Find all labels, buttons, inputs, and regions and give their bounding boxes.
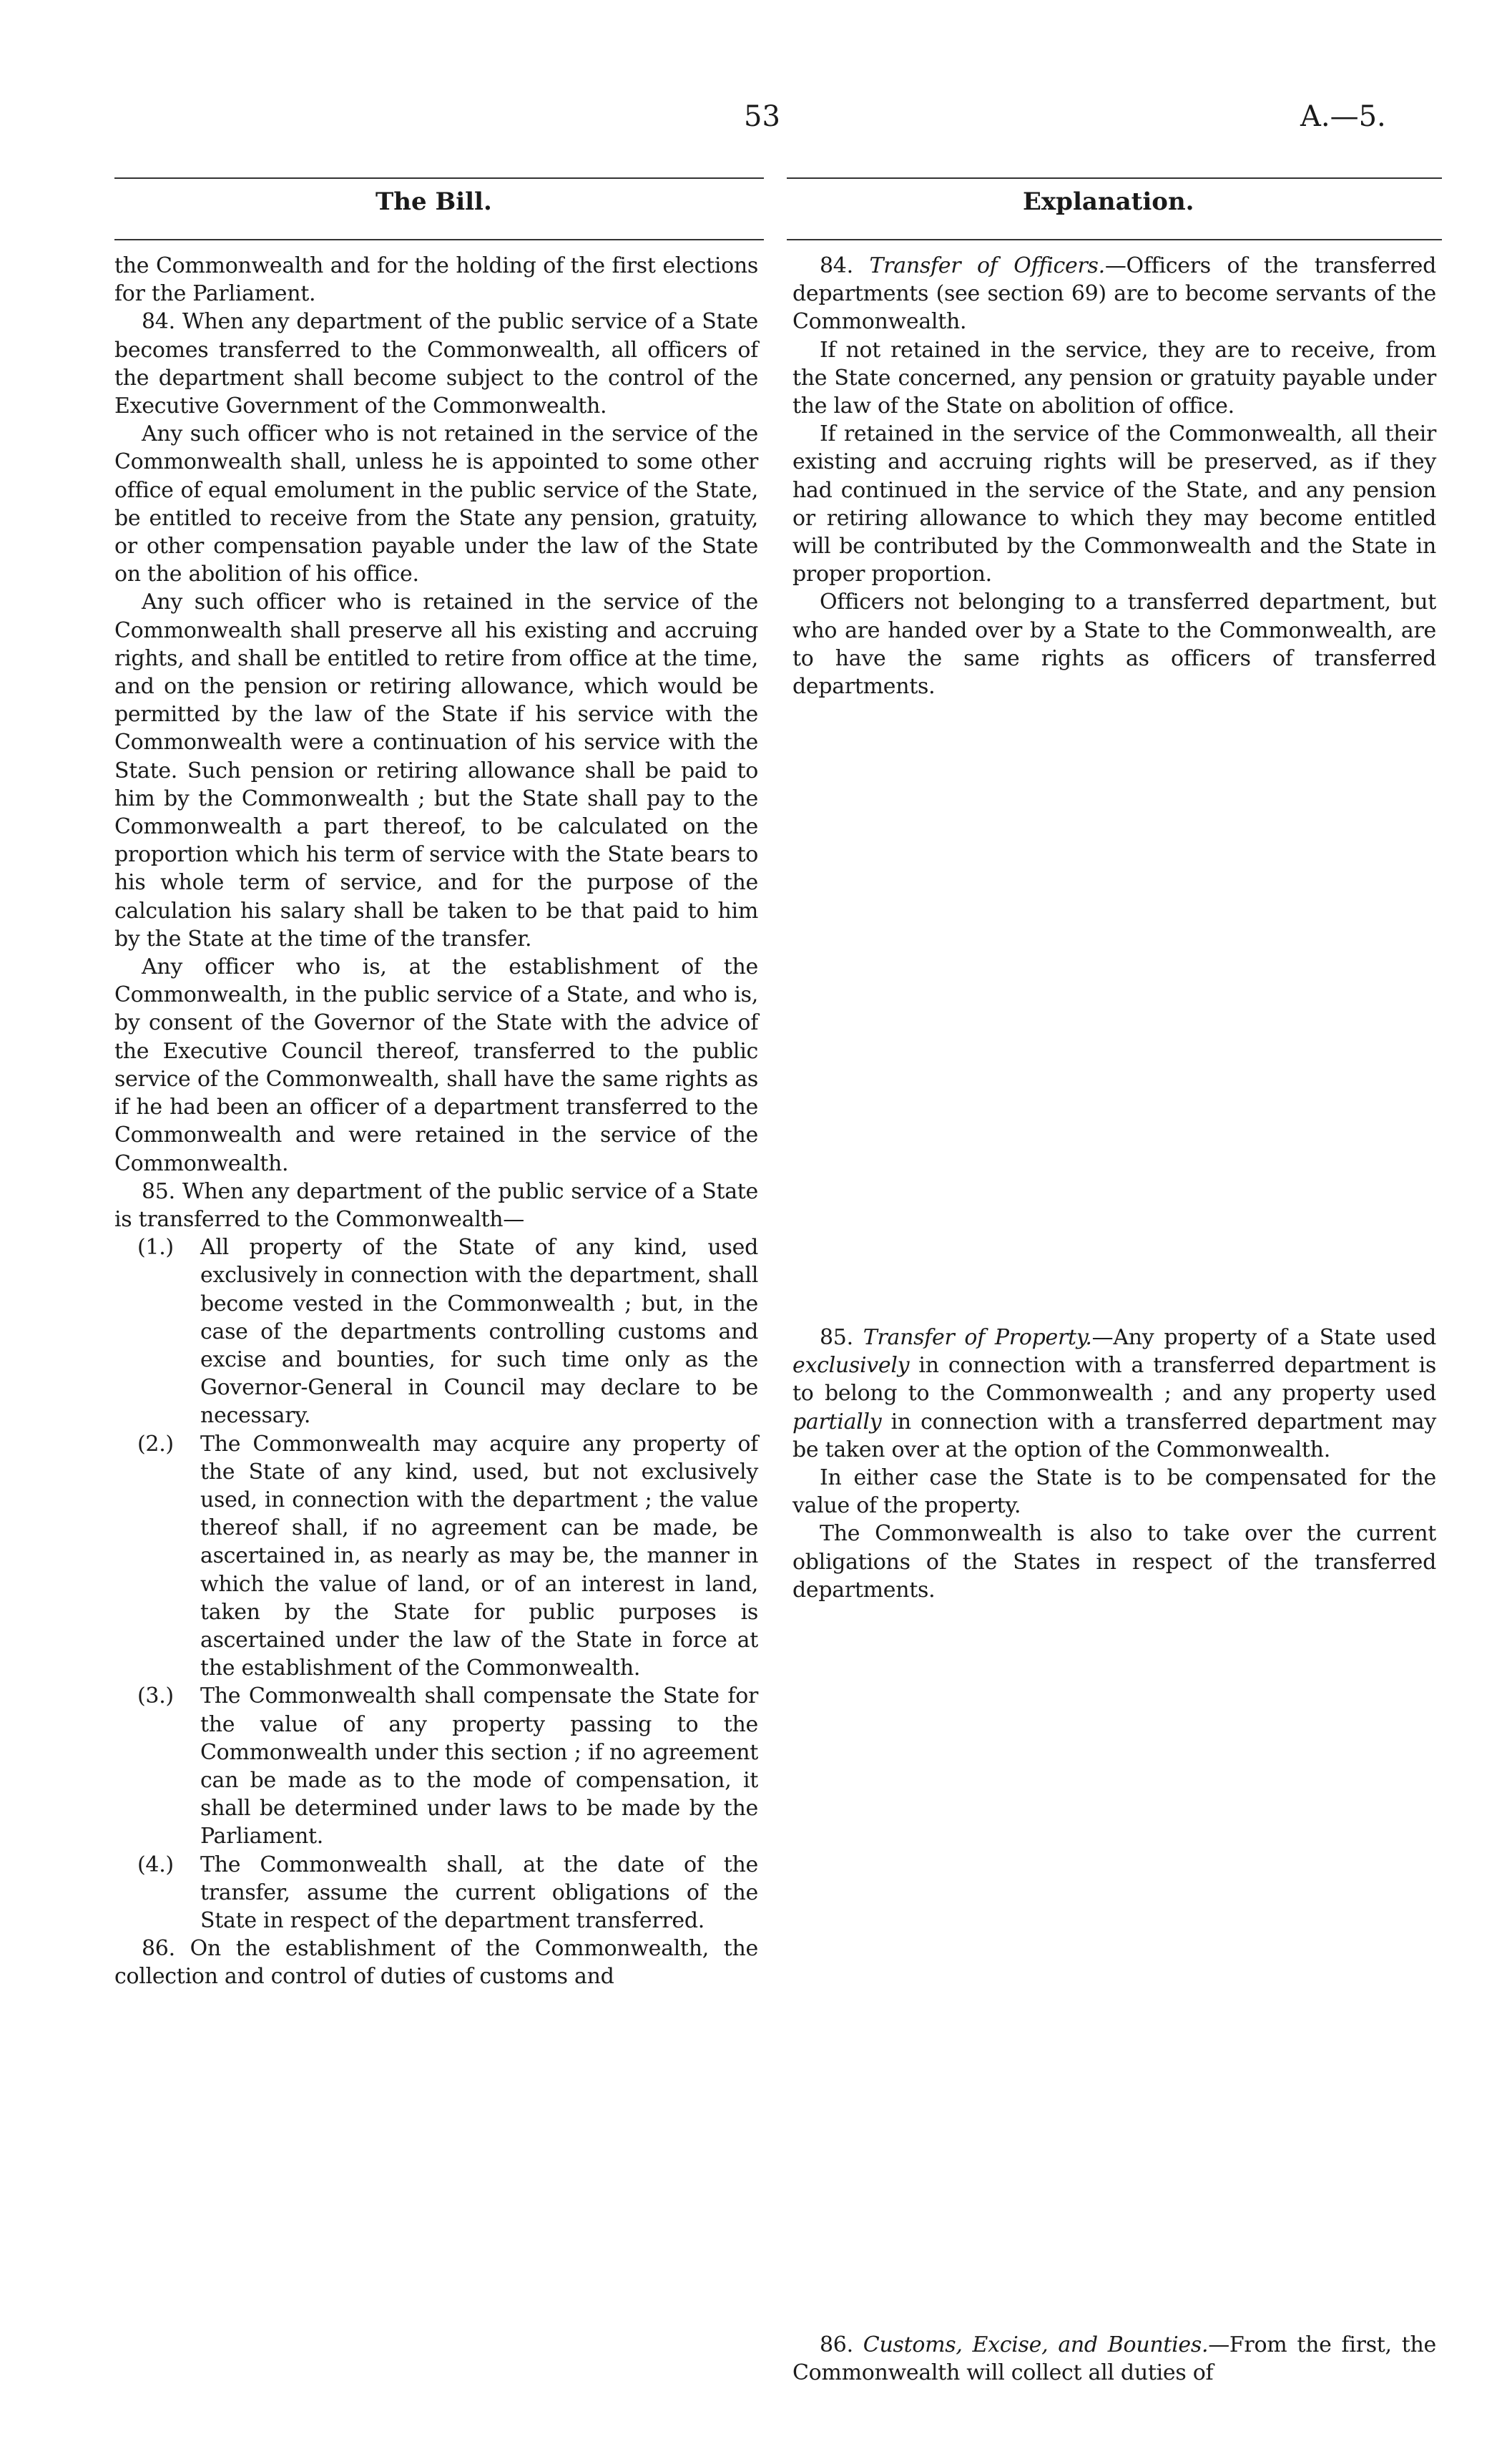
top-rule-right bbox=[787, 177, 1442, 179]
explanation-text: in connection with a transferred department is to belong to the Commonwealth ; and any property used bbox=[792, 1353, 1436, 1407]
explanation-text: —Any property of a State used bbox=[1091, 1325, 1436, 1350]
subsection-number: (3.) bbox=[137, 1683, 174, 1709]
subsection-number: (2.) bbox=[137, 1431, 174, 1457]
explanation-emphasis: partially bbox=[792, 1409, 882, 1434]
top-rule-left bbox=[114, 177, 764, 179]
explanation-85-para-2: In either case the State is to be compensated for the value of the property. bbox=[792, 1465, 1436, 1519]
explanation-text: —Officers of the transferred departments (see section 69) are to become servants of the Commonwealth. bbox=[792, 253, 1436, 335]
explanation-84 bbox=[792, 252, 1436, 700]
subsection-text: All property of the State of any kind, used exclusively in connection with the department, shall become vested in the Commonwealth ; but, in the case of the departments controlling customs and excise and bounties, for such time only as the Governor-General in Council may declare to be necessary. bbox=[200, 1235, 758, 1429]
subsection-text: The Commonwealth shall compensate the State for the value of any property passing to the Commonwealth under this section ; if no agreement can be made as to the mode of compensation, it shall be determined under laws to be made by the Parliament. bbox=[200, 1683, 758, 1849]
explanation-86 bbox=[792, 2331, 1436, 2387]
explanation-85 bbox=[792, 1324, 1436, 1604]
explanation-column-heading: Explanation. bbox=[1023, 187, 1194, 216]
explanation-84-para-4: Officers not belonging to a transferred department, but who are handed over by a State to the Commonwealth, are to have the same rights as officers of transferred departments. bbox=[792, 590, 1436, 700]
bill-column-heading: The Bill. bbox=[375, 187, 492, 216]
section-86-intro: 86. On the establishment of the Commonwealth, the collection and control of duties of customs and bbox=[114, 1936, 758, 1990]
section-84-para-3: Any such officer who is retained in the service of the Commonwealth shall preserve all his existing and accruing rights, and shall be entitled to retire from office at the time, and on the pension or retiring allowance, which would be permitted by the law of the State if his service with the Commonwealth were a continuation of his service with the State. Such pension or retiring allowance shall be paid to him by the Commonwealth ; but the State shall pay to the Commonwealth a part thereof, to be calculated on the proportion which his term of service with the State bears to his whole term of service, and for the purpose of the calculation his salary shall be taken to be that paid to him by the State at the time of the transfer. bbox=[114, 590, 758, 952]
section-84-para-1: 84. When any department of the public service of a State becomes transferred to the Commonwealth, all officers of the department shall become subject to the control of the Executive Government of the Commonwealth. bbox=[114, 309, 758, 419]
page-number: 53 bbox=[744, 100, 780, 133]
explanation-number: 86. bbox=[820, 2332, 853, 2357]
section-84-para-4: Any officer who is, at the establishment of the Commonwealth, in the public service of a State, and who is, by consent of the Governor of the State with the advice of the Executive Council thereof, transferred to the public service of the Commonwealth, shall have the same rights as if he had been an officer of a department transferred to the Commonwealth and were retained in the service of the Commonwealth. bbox=[114, 954, 758, 1176]
explanation-84-para-3: If retained in the service of the Commonwealth, all their existing and accruing rights will be preserved, as if they had continued in the service of the State, and any pension or retiring allowance to which they may become entitled will be contributed by the Commonwealth and the State in proper proportion. bbox=[792, 421, 1436, 587]
subsection-number: (1.) bbox=[137, 1235, 174, 1261]
explanation-text: —From the first, the Commonwealth will collect all duties of bbox=[792, 2332, 1436, 2386]
subsection-2 bbox=[114, 1430, 758, 1683]
bill-paragraph: the Commonwealth and for the holding of the first elections for the Parliament. bbox=[114, 253, 758, 307]
page-code: A.—5. bbox=[1300, 100, 1386, 133]
subsection-text: The Commonwealth shall, at the date of the transfer, assume the current obligations of the State in respect of the department transferred. bbox=[200, 1852, 758, 1933]
section-84-para-2: Any such officer who is not retained in the service of the Commonwealth shall, unless he is appointed to some other office of equal emolument in the public service of the State, be entitled to receive from the State any pension, gratuity, or other compensation payable under the law of the State on the abolition of his office. bbox=[114, 421, 758, 587]
bill-column bbox=[114, 252, 758, 1991]
explanation-86-para-1 bbox=[792, 2331, 1436, 2387]
heading-rule-left bbox=[114, 239, 764, 240]
explanation-84-para-2: If not retained in the service, they are to receive, from the State concerned, any pension or gratuity payable under the law of the State on abolition of office. bbox=[792, 337, 1436, 419]
subsection-1 bbox=[114, 1233, 758, 1429]
subsection-number: (4.) bbox=[137, 1852, 174, 1877]
explanation-85-para-3: The Commonwealth is also to take over the current obligations of the States in respect of the transferred departments. bbox=[792, 1521, 1436, 1603]
explanation-85-para-1 bbox=[792, 1324, 1436, 1464]
explanation-emphasis: exclusively bbox=[792, 1353, 910, 1379]
subsection-4 bbox=[114, 1851, 758, 1935]
section-85-intro: 85. When any department of the public service of a State is transferred to the Commonwealth— bbox=[114, 1178, 758, 1232]
explanation-text: in connection with a transferred department may be taken over at the option of the Commonwealth. bbox=[792, 1409, 1436, 1462]
explanation-title: Transfer of Officers. bbox=[869, 253, 1105, 278]
subsection-3 bbox=[114, 1682, 758, 1850]
explanation-84-para-1 bbox=[792, 252, 1436, 336]
subsection-text: The Commonwealth may acquire any property of the State of any kind, used, but not exclusively used, in connection with the department ; the value thereof shall, if no agreement can be made, be ascertained in, as nearly as may be, the manner in which the value of land, or of an interest in land, taken by the State for public purposes is ascertained under the law of the State in force at the establishment of the Commonwealth. bbox=[200, 1431, 758, 1681]
heading-rule-right bbox=[787, 239, 1442, 240]
explanation-number: 84. bbox=[820, 253, 853, 278]
explanation-title: Customs, Excise, and Bounties. bbox=[863, 2332, 1209, 2357]
explanation-number: 85. bbox=[820, 1325, 853, 1350]
explanation-title: Transfer of Property. bbox=[863, 1325, 1092, 1350]
